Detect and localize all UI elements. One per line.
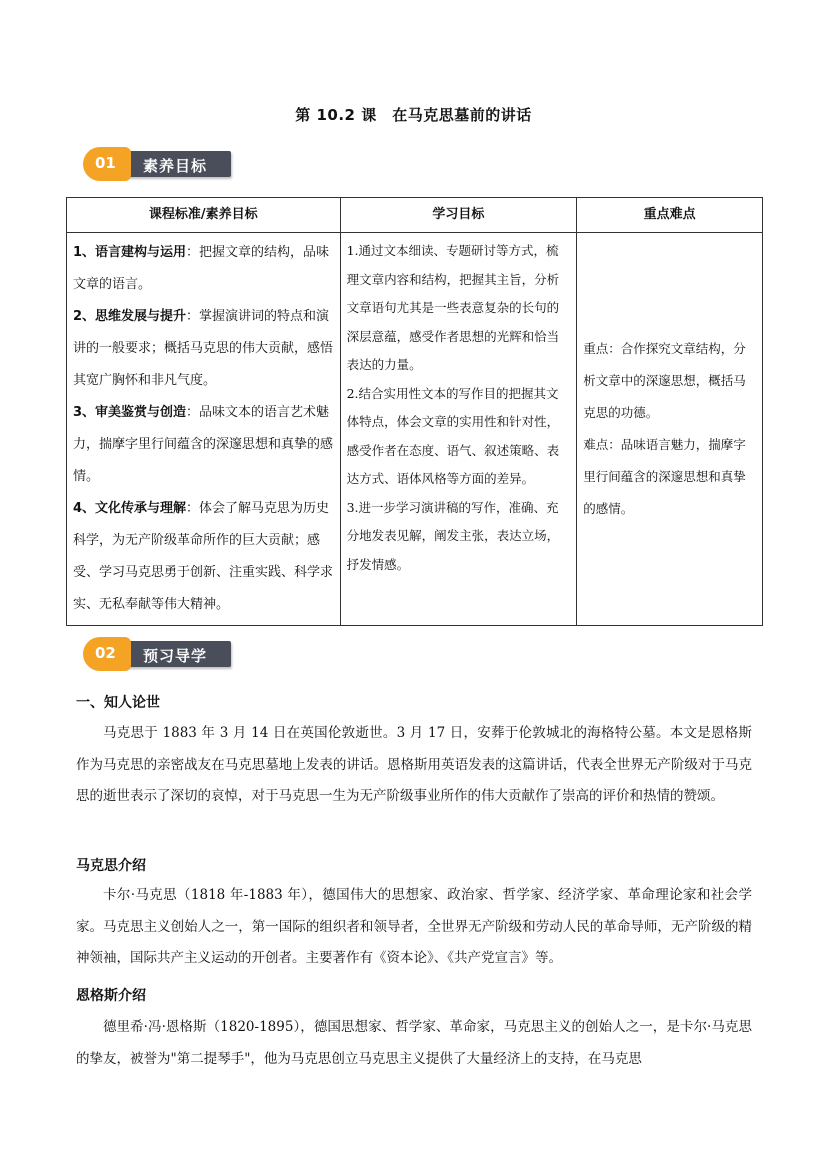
key-point-item: 重点：合作探究文章结构，分析文章中的深邃思想，概括马克思的功德。 [583,341,746,420]
learning-goal-item: 3.进一步学习演讲稿的写作，准确、充分地发表见解，阐发主张，表达立场，抒发情感。 [346,499,560,572]
intro-heading: 一、知人论世 [76,695,160,711]
marx-heading: 马克思介绍 [76,858,146,874]
badge-number: 02 [95,644,116,662]
key-point-item: 难点：品味语言魅力，揣摩字里行间蕴含的深邃思想和真挚的感情。 [583,437,746,516]
header-standards: 课程标准/素养目标 [67,198,341,233]
header-learning-goals: 学习目标 [340,198,577,233]
marx-paragraph: 卡尔·马克思（1818 年-1883 年），德国伟大的思想家、政治家、哲学家、经济学家、革命理论家和社会学家。马克思主义创始人之一，第一国际的组织者和领导者，全世界无产阶级和劳动人民的革命导师，无产阶级的精神领袖，国际共产主义运动的开创者。主要著作有《资本论》、《共产党宣言》等。 [76,887,752,966]
badge-number: 01 [95,154,116,172]
standards-cell [67,233,341,626]
standard-item: 2、思维发展与提升：掌握演讲词的特点和演讲的一般要求；概括马克思的伟大贡献，感悟其宽广胸怀和非凡气度。 [73,309,334,388]
table-row [67,233,763,626]
goals-table [66,197,763,626]
intro-paragraph: 马克思于 1883 年 3 月 14 日在英国伦敦逝世。3 月 17 日，安葬于伦敦城北的海格特公墓。本文是恩格斯作为马克思的亲密战友在马克思墓地上发表的讲话。恩格斯用英语发表的这篇讲话，代表全世界无产阶级对于马克思的逝世表示了深切的哀悼，对于马克思一生为无产阶级事业所作的伟大贡献作了崇高的评价和热情的赞颂。 [76,725,752,804]
header-key-points: 重点难点 [577,198,763,233]
badge-label: 素养目标 [143,157,208,175]
learning-goal-item: 2.结合实用性文本的写作目的把握其文体特点，体会文章的实用性和针对性，感受作者在态度、语气、叙述策略、表达方式、语体风格等方面的差异。 [346,385,560,486]
engels-paragraph: 德里希·冯·恩格斯（1820-1895），德国思想家、哲学家、革命家，马克思主义的创始人之一，是卡尔·马克思的挚友，被誉为"第二提琴手"，他为马克思创立马克思主义提供了大量经济上的支持，在马克思 [76,1019,752,1067]
page-title: 第 10.2 课 在马克思墓前的讲话 [295,106,532,124]
learning-goal-item: 1.通过文本细读、专题研讨等方式，梳理文章内容和结构，把握其主旨，分析文章语句尤其是一些表意复杂的长句的深层意蕴，感受作者思想的光辉和恰当表达的力量。 [346,243,560,372]
badge-label: 预习导学 [143,647,208,665]
standard-item: 1、语言建构与运用：把握文章的结构，品味文章的语言。 [73,245,330,292]
section-badge-goals [83,147,233,181]
table-header-row [67,198,763,233]
engels-heading: 恩格斯介绍 [76,988,146,1004]
standard-item: 3、审美鉴赏与创造：品味文本的语言艺术魅力，揣摩字里行间蕴含的深邃思想和真挚的感情。 [73,405,334,484]
standard-item: 4、文化传承与理解：体会了解马克思为历史科学，为无产阶级革命所作的巨大贡献；感受、学习马克思勇于创新、注重实践、科学求实、无私奉献等伟大精神。 [73,501,334,612]
key-points-cell [577,233,763,626]
learning-goals-cell [340,233,577,626]
section-badge-preview [83,637,233,671]
